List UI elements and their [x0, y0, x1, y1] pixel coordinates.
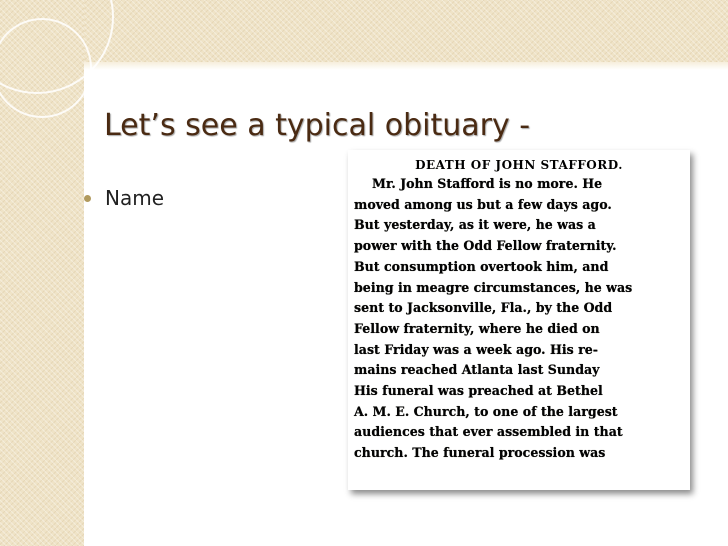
bullet-item: [84, 186, 164, 210]
clipping-line: But consumption overtook him, and: [354, 258, 609, 274]
slide-title: Let’s see a typical obituary -: [104, 108, 531, 143]
clipping-headline: DEATH OF JOHN STAFFORD.: [415, 158, 623, 172]
clipping-line: His funeral was preached at Bethel: [354, 383, 603, 399]
newspaper-clipping-image: [348, 150, 690, 490]
bullet-dot-icon: [84, 195, 91, 202]
clipping-line: Fellow fraternity, where he died on: [354, 320, 600, 336]
clipping-line: mains reached Atlanta last Sunday: [354, 362, 600, 378]
clipping-line: Mr. John Stafford is no more. He: [372, 176, 603, 191]
clipping-line: power with the Odd Fellow fraternity.: [354, 238, 617, 254]
clipping-line: moved among us but a few days ago.: [354, 196, 612, 212]
clipping-line: last Friday was a week ago. His re-: [354, 341, 598, 357]
clipping-line: But yesterday, as it were, he was a: [354, 217, 596, 233]
clipping-line: church. The funeral procession was: [354, 445, 606, 461]
clipping-line: being in meagre circumstances, he was: [354, 279, 633, 295]
band-fade: [84, 62, 728, 70]
clipping-line: A. M. E. Church, to one of the largest: [354, 403, 618, 419]
bullet-text: Name: [105, 186, 165, 210]
clipping-line: audiences that ever assembled in that: [354, 424, 623, 440]
clipping-line: sent to Jacksonville, Fla., by the Odd: [354, 300, 613, 316]
